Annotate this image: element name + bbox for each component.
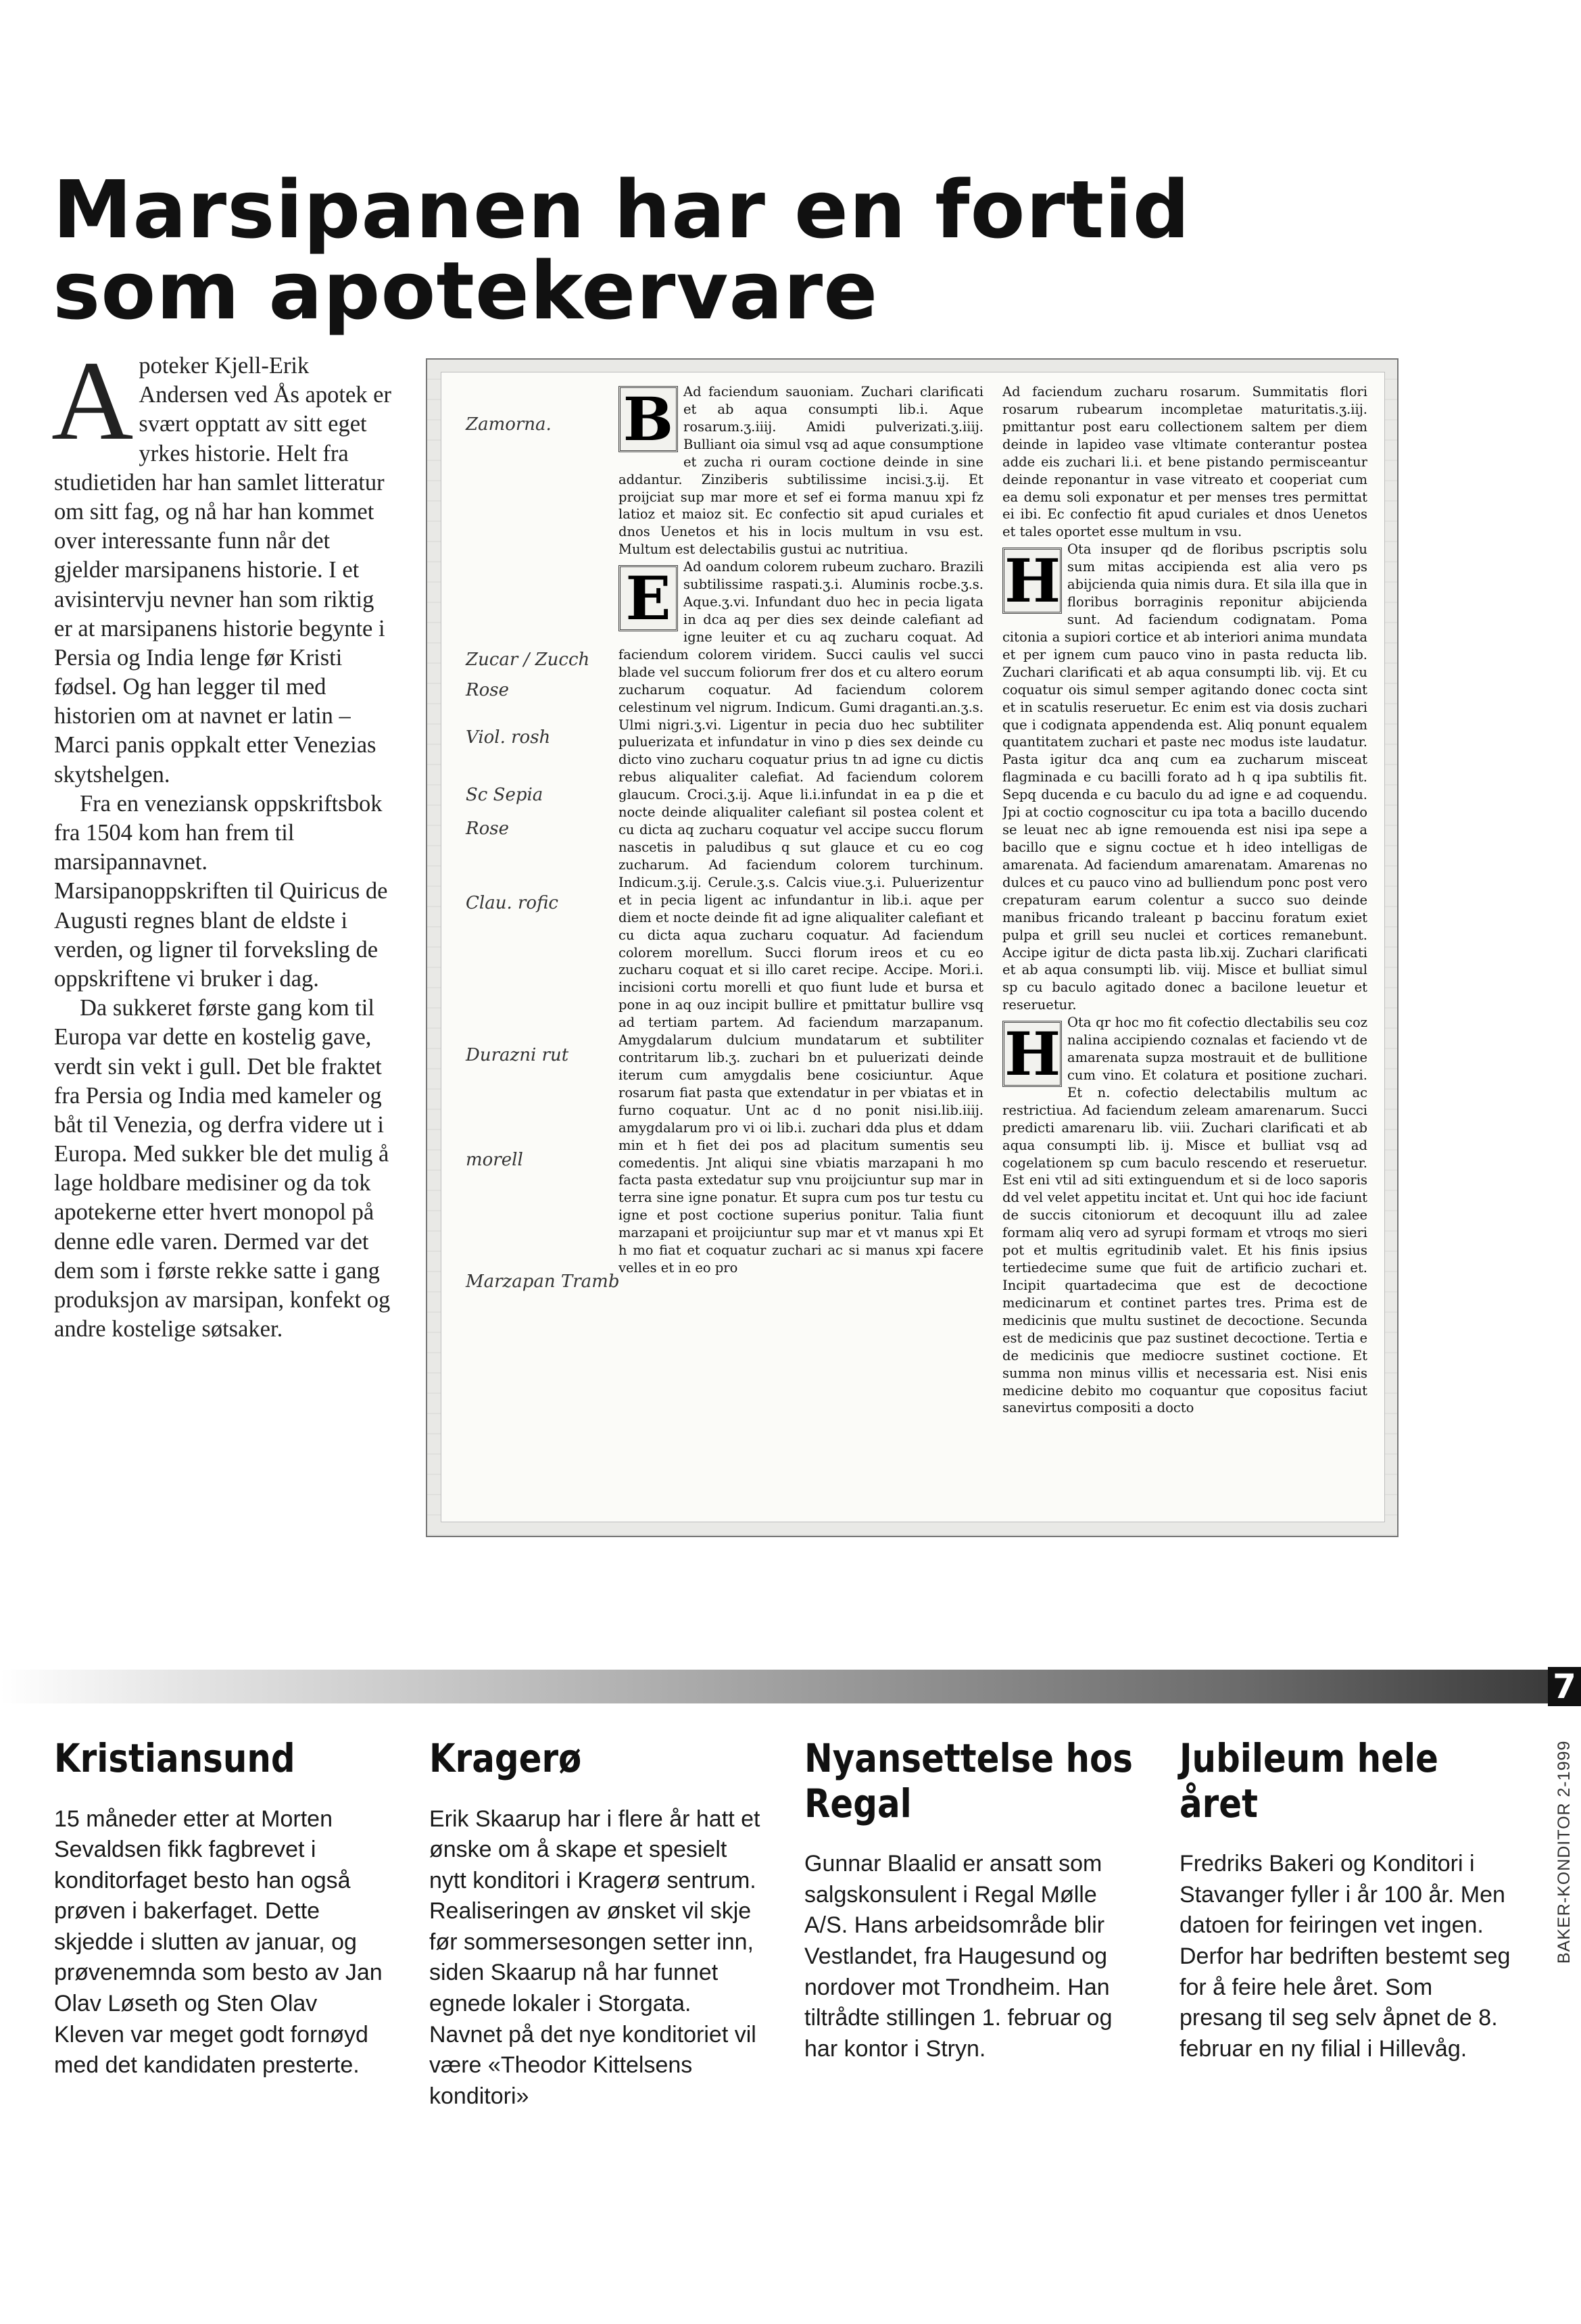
manuscript-text: Ota insuper qd de floribus pscriptis solu sum mitas accipienda est alia vero ps abijcienda quia nimis dura. Et sila illa que in floribus borraginis reponitur abijcienda sunt. Ad faciendum codignatam. Poma citonia a supiori cortice et ab interiori anima mundata et per ignem cum pauco vino in pasta reducta lib. Zuchari clarificati et ab aqua consumpti lib. vij. Et cu coquatur ois simul semper agitando donec cocta sint et in scatulis reseruetur. Ec enim est via dosis zuchari que i codignata appendenda est. Aliq ponunt equalem quantitatem zuchari et paste nec modus iste laudatur. Pasta igitur dca anq cum ea zucharum misceat flagminada e cu bacilli forato ad h q ipa subtilis fit. Sepq ducenda e cu baculo du ad igne e ad coquendu. Jpi at coctio cognoscitur cu ipa tota a bacillo ducendo se leuat nec ab igne remouenda est nisi ipa sepe a bacillo que e signu coctue et h ideo intelligas de amarenata. Ad faciendum amarenatam. Amarenas no dulces et cu pauco vino ad bulliendum ponc post vero crepaturam earum colentur a succo suo deinde manibus fricando traleant p baccinu foratum exiet pulpa et grill seu nuclei et cortices remanebunt. Accipe igitur de dicta pasta lib.xij. Zuchari clarificati et ab aqua consumpti lib. viij. Misce et bulliat simul sp cu baculo agitado donec a bacilone leuetur et reseruetur. bbox=[1002, 541, 1367, 1013]
page-number: 7 bbox=[1548, 1667, 1581, 1706]
manuscript-column-right bbox=[1002, 383, 1367, 1512]
margin-note: Rose bbox=[466, 819, 509, 839]
margin-note: Clau. rofic bbox=[466, 893, 558, 913]
article-paragraph-2: Fra en veneziansk oppskriftsbok fra 1504 kom han frem til marsipannavnet. Marsipanoppskriften til Quiricus de Augusti regnes blant de eldste i verden, og ligner til forveksling de oppskriftene vi bruker i dag. bbox=[54, 790, 388, 992]
news-body: Fredriks Bakeri og Konditori i Stavanger fyller i år 100 år. Men datoen for feiringen vet ingen. Derfor har bedriften bestemt seg for å feire hele året. Som presang til seg selv åpnet de 8. februar en ny filial i Hillevåg. bbox=[1179, 1851, 1511, 2062]
manuscript-initial: H bbox=[1002, 1021, 1062, 1087]
margin-note: Viol. rosh bbox=[466, 727, 551, 748]
article-headline bbox=[53, 163, 1236, 338]
manuscript-text: Ad oandum colorem rubeum zucharo. Brazili subtilissime raspati.ʒ.i. Aluminis rocbe.ʒ.s. Aque.ʒ.vi. Infundant duo hec in pecia ligata in dca aq per dies sex deinde calefiant ad igne leuiter et cu aq zucharu coquat. Ad faciendum colorem viridem. Succi caulis vel succi blade vel succum foliorum frer dos et cu altero eorum zucharum coquatur. Ad faciendum colorem celestinum vel nigrum. Indicum. Gumi draganti.an.ʒ.s. Ulmi nigri.ʒ.vi. Ligentur in pecia duo hec subtiliter puluerizata et infundatur in vino p dies sex deinde cu dicto vino zucharu coquatur prius tn ad igne cu dictis rebus aliqualiter calefiat. Ad faciendum colorem glaucum. Croci.ʒ.ij. Aque li.i.infundat in ea p die et nocte deinde aliqualiter calefiant sil postea colent et cu dicta aq zucharu coquatur vel accipe succu florum nascetis in paludibus q sut glauce et cu eo cog zucharum. Ad faciendum colorem turchinum. Indicum.ʒ.ij. Cerule.ʒ.s. Calcis viue.ʒ.i. Puluerizentur et in pecia ligent ac infundantur in lib.i. aque per diem et nocte deinde fit ad igne aliqualiter calefiant et cu dicta aqua zucharu coquatur. Ad faciendum colorem morellum. Succi florum ireos et cu eo zucharu coquat et si illo caret recipe. Accipe. Mori.i. incisioni cortu morelli et quo fiunt lude et bursa et pone in aq ouz incipit bullire et pmittatur bullire vsq ad tertiam partem. Ad faciendum marzapanum. Amygdalarum dulcium mundatarum et subtiliter contritarum lib.ʒ. zuchari bn et puluerizati deinde iterum cum amygdalis bene cosiciuntur. Aque rosarum fiat pasta que extendatur in per vbiatas et in furno coquatur. Unt ac d no ponit nisi.lib.iiij. amygdalarum pro vi oi lib.i. zuchari dda plus et ddam min et h fiet dei pos ad placitum sumentis seu comedentis. Jnt aliqui sine vbiatis marzapani h mo facta pasta extedatur sup vnu proijciuntur sup mar in terra sine igne ponatur. Et supra cum pos tur testu cu igne et post coctione superius ponitur. Talia fiunt marzapani et proijciuntur sup mar et vt manus xpi Et h mo fiat et coquatur zuchari ac si manus xpi facere velles et in eo pro bbox=[618, 559, 983, 1276]
magazine-issue-label: BAKER-KONDITOR 2-1999 bbox=[1555, 1740, 1574, 1964]
manuscript-text: Ota qr hoc mo fit cofectio dlectabilis seu coz nalina accipiendo coznalas et faciendo vt de amarenata supza mostrauit et de bullitione cum vino. Et colatura et positione zuchari. Et n. cofectio delectabilis multum ac restrictiua. Ad faciendum zeleam amarenarum. Succi predicti amarenaru lib. viii. Zuchari clarificati et ab aqua consumpti lib. ij. Misce et bulliat vsq ad cogelationem sp cum baculo rescendo et reseruetur. Est eni vtil ad siti extinguendum et si de loco saporis dd vel velet appetitu incitat et. Unt qui hoc ide faciunt de succis citoniorum et decoquunt illu ad zalee formam aliq vero ad syrupi formam et vtroqs mo sieri pot et multis egritudinib valet. Et his finis ipsius tertiedecime sume que fuit de artificio zuchari et. Incipit quartadecima que est de decoctione medicinarum et continet partes tres. Prima est de medicinis que multu sustinet de decoctione. Secunda est de medicinis que paz sustinet decoctione. Tertia e de medicinis que mediocre sustinet coctione. Et summa non minus villis et necessaria est. Nisi enis medicine debito mo coquantur que copositus faciut sanevirtus compositi a docto bbox=[1002, 1015, 1367, 1416]
headline-line-2: som apotekervare bbox=[53, 244, 879, 338]
article-paragraph-3: Da sukkeret første gang kom til Europa var dette en kostelig gave, verdt sin vekt i gull. Det ble fraktet fra Persia og India med kameler og båt til Venezia, og derfra videre ut i Europa. Med sukker ble det mulig å lage holdbare medisiner og da tok apotekerne etter hvert monopol på denne edle varen. Dermed var det dem som i første rekke satte i gang produksjon av marsipan, konfekt og andre kostelige søtsaker. bbox=[54, 995, 391, 1342]
article-body bbox=[51, 338, 392, 1344]
margin-note: Zamorna. bbox=[466, 414, 552, 435]
news-title: Kristiansund bbox=[54, 1735, 295, 1781]
margin-note: morell bbox=[466, 1150, 523, 1170]
news-body: Gunnar Blaalid er ansatt som salgskonsulent i Regal Mølle A/S. Hans arbeidsområde blir Vestlandet, fra Haugesund og nordover mot Trondheim. Han tiltrådte stillingen 1. februar og har kontor i Stryn. bbox=[804, 1851, 1113, 2062]
manuscript-initial: E bbox=[618, 565, 678, 631]
manuscript-initial: H bbox=[1002, 548, 1062, 614]
article-paragraph-1: Apoteker Kjell-Erik Andersen ved Ås apotek er svært opptatt av sitt eget yrkes historie. Helt fra studietiden har han samlet litteratur om sitt fag, og nå har han kommet over interessante funn når det gjelder marsipanens historie. I et avisintervju nevner han som riktig er at marsipanens historie begynte i Persia og India lenge før Kristi fødsel. Og han legger til med historien om at navnet er latin – Marci panis oppkalt etter Venezias skytshelgen. bbox=[51, 338, 391, 788]
news-title: Nyansettelse hos Regal bbox=[804, 1735, 1133, 1826]
manuscript-page bbox=[441, 372, 1385, 1522]
manuscript-initial: B bbox=[618, 386, 678, 452]
margin-note: Rose bbox=[466, 680, 509, 700]
news-item-regal bbox=[804, 1736, 1139, 2064]
manuscript-image bbox=[426, 358, 1398, 1537]
news-item-jubileum bbox=[1179, 1736, 1514, 2064]
section-divider-bar bbox=[0, 1670, 1555, 1703]
news-body: 15 måneder etter at Morten Sevaldsen fikk fagbrevet i konditorfaget besto han også prøven i bakerfaget. Dette skjedde i slutten av januar, og prøvenemnda som besto av Jan Olav Løseth og Sten Olav Kleven var meget godt fornøyd med det kandidaten presterte. bbox=[54, 1806, 383, 2079]
margin-note: Zucar / Zucch bbox=[466, 650, 590, 670]
manuscript-margin-notes bbox=[455, 372, 620, 1522]
news-title: Kragerø bbox=[429, 1735, 582, 1781]
margin-note: Sc Sepia bbox=[466, 785, 543, 805]
manuscript-text: Ad faciendum sauoniam. Zuchari clarificati et ab aqua consumpti lib.i. Aque rosarum.ʒ.iiij. Amidi pulverizati.ʒ.iiij. Bulliant oia simul vsq ad aque consumptione et zucha ri ouram coctione deinde in sine addantur. Zinziberis subtilissime incisi.ʒ.ij. Et proijciat sup mar more et sef ei forma manuu xpi fz latioz et maioz sit. Ec confectio sit apud curiales et dnos Uenetos et his in locis multum in vsu est. Multum est delectabilis gustui ac nutritiua. bbox=[618, 384, 983, 558]
manuscript-text: Ad faciendum zucharu rosarum. Summitatis flori rosarum rubearum incompletae maturitatis.ʒ.iij. pmittantur post earu collectionem saltem per diem deinde in lapideo vase vltimate conterantur postea adde eis zuchari li.i. et bene pistando permisceantur deinde reponantur in vase vitreato et cooperiat cum ea demu soli exponatur et per menses tres permittat ei ibi. Ec confectio fit apud curiales et dnos Uenetos et tales oportet esse multum in vsu. bbox=[1002, 384, 1367, 540]
margin-note: Durazni rut bbox=[466, 1045, 569, 1065]
news-body: Erik Skaarup har i flere år hatt et ønske om å skape et spesielt nytt konditori i Kragerø sentrum. Realiseringen av ønsket vil skje før sommersesongen setter inn, siden Skaarup nå har funnet egnede lokaler i Storgata. Navnet på det nye konditoriet vil være «Theodor Kittelsens konditori» bbox=[429, 1806, 760, 2109]
headline-line-1: Marsipanen har en fortid bbox=[53, 163, 1191, 256]
drop-cap: A bbox=[51, 338, 134, 464]
news-item-kristiansund bbox=[54, 1736, 389, 2081]
news-item-kragero bbox=[429, 1736, 764, 2112]
manuscript-column-left bbox=[618, 383, 983, 1512]
news-title: Jubileum hele året bbox=[1179, 1735, 1438, 1826]
margin-note: Marzapan Tramb bbox=[466, 1272, 620, 1292]
